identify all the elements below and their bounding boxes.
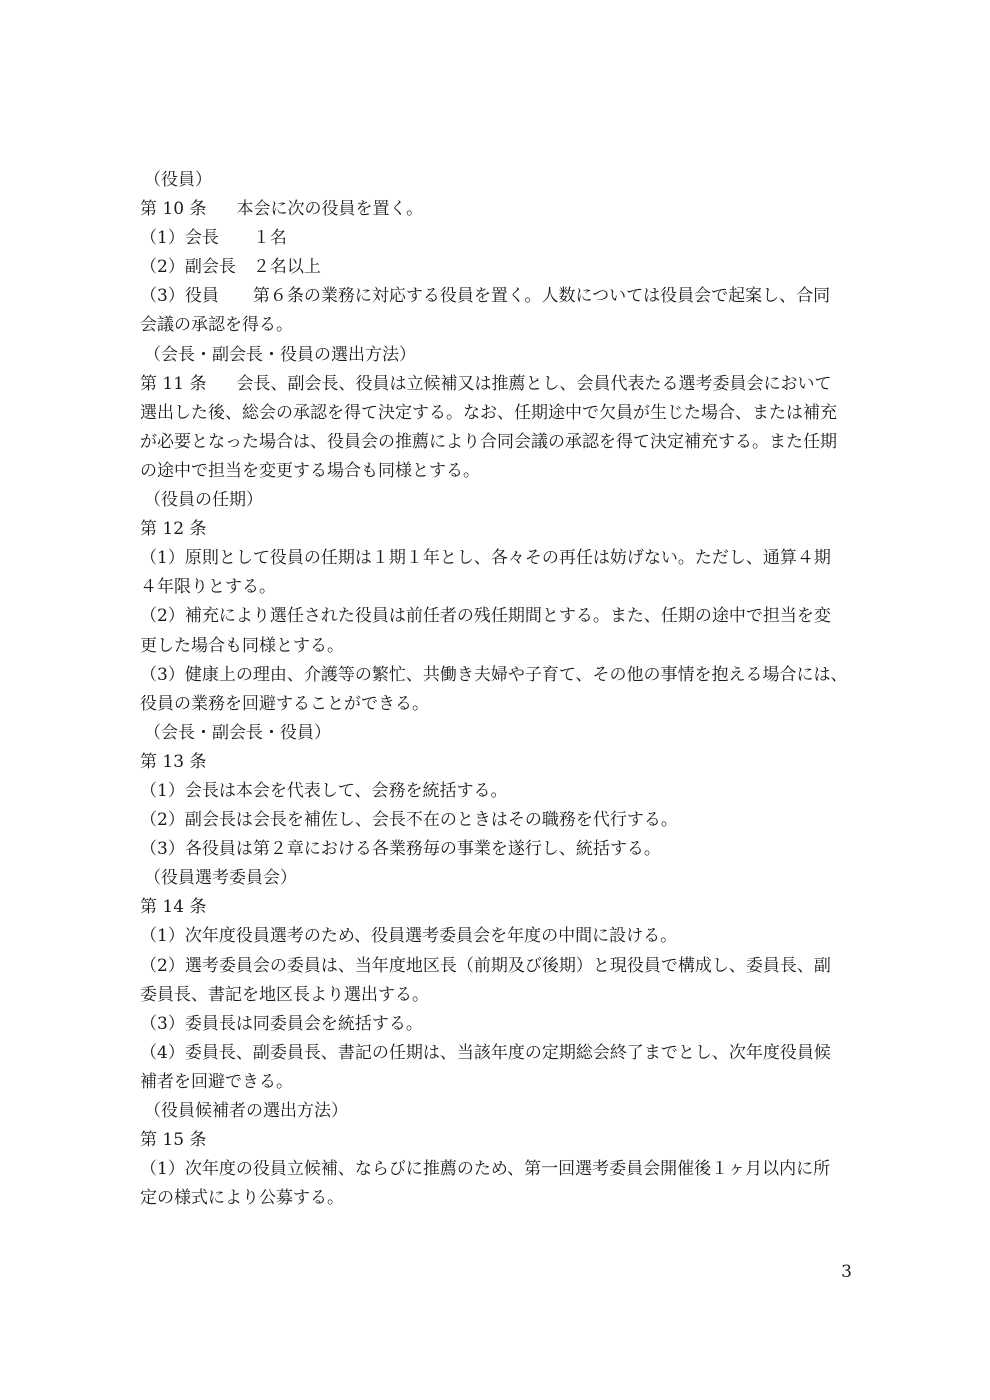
text-line: 定の様式により公募する。 [140, 1188, 344, 1209]
article-text: 本会に次の役員を置く。 [236, 199, 424, 220]
section-heading: （役員） [144, 170, 212, 190]
list-item: （2）補充により選任された役員は前任者の残任期間とする。また、任期の途中で担当を変 [140, 606, 831, 627]
section-heading: （会長・副会長・役員の選出方法） [144, 344, 416, 365]
list-item: （4）委員長、副委員長、書記の任期は、当該年度の定期総会終了までとし、次年度役員候 [140, 1042, 831, 1063]
text-line: 更した場合も同様とする。 [140, 635, 344, 656]
page-number: 3 [841, 1262, 852, 1282]
section-heading: （会長・副会長・役員） [144, 722, 331, 743]
section-heading: （役員候補者の選出方法） [144, 1101, 348, 1121]
list-item: （1）次年度役員選考のため、役員選考委員会を年度の中間に設ける。 [140, 926, 678, 947]
text-line: 役員の業務を回避することができる。 [140, 693, 429, 714]
list-item: ４年限りとする。 [140, 577, 276, 598]
list-item: （3）各役員は第２章における各業務毎の事業を遂行し、統括する。 [140, 839, 661, 860]
article-line [140, 370, 852, 399]
list-item: （1）次年度の役員立候補、ならびに推薦のため、第一回選考委員会開催後１ヶ月以内に所 [140, 1159, 831, 1180]
section-heading: （役員の任期） [144, 490, 263, 511]
list-item: （2）副会長は会長を補佐し、会長不在のときはその職務を代行する。 [140, 810, 678, 831]
list-item: （1）会長は本会を代表して、会務を統括する。 [140, 780, 508, 801]
article-number: 第 11 条 [140, 373, 207, 394]
list-item: （3）役員 第６条の業務に対応する役員を置く。人数については役員会で起案し、合同 [140, 286, 831, 307]
article-text: 会長、副会長、役員は立候補又は推薦とし、会員代表たる選考委員会において [236, 373, 832, 394]
article-line [140, 195, 852, 224]
document-body [140, 166, 852, 1213]
text-line: が必要となった場合は、役員会の推薦により合同会議の承認を得て決定補充する。また任期 [140, 431, 837, 452]
article-line: 第 15 条 [140, 1130, 207, 1151]
article-line: 第 12 条 [140, 519, 207, 540]
list-item: （1）会長 １名 [140, 228, 287, 249]
list-item: （3）健康上の理由、介護等の繁忙、共働き夫婦や子育て、その他の事情を抱える場合には、 [140, 664, 848, 685]
list-item: （1）原則として役員の任期は１期１年とし、各々その再任は妨げない。ただし、通算４期 [140, 548, 831, 569]
article-line: 第 13 条 [140, 751, 207, 772]
text-line: 選出した後、総会の承認を得て決定する。なお、任期途中で欠員が生じた場合、または補充 [140, 402, 837, 423]
text-line: 会議の承認を得る。 [140, 315, 293, 336]
section-heading: （役員選考委員会） [144, 868, 297, 889]
list-item: （2）副会長 ２名以上 [140, 257, 321, 278]
text-line: 委員長、書記を地区長より選出する。 [140, 984, 429, 1005]
text-line: の途中で担当を変更する場合も同様とする。 [140, 460, 480, 481]
article-line: 第 14 条 [140, 897, 207, 918]
list-item: （2）選考委員会の委員は、当年度地区長（前期及び後期）と現役員で構成し、委員長、副 [140, 955, 831, 976]
list-item: （3）委員長は同委員会を統括する。 [140, 1013, 423, 1034]
article-number: 第 10 条 [140, 199, 207, 220]
text-line: 補者を回避できる。 [140, 1071, 293, 1092]
